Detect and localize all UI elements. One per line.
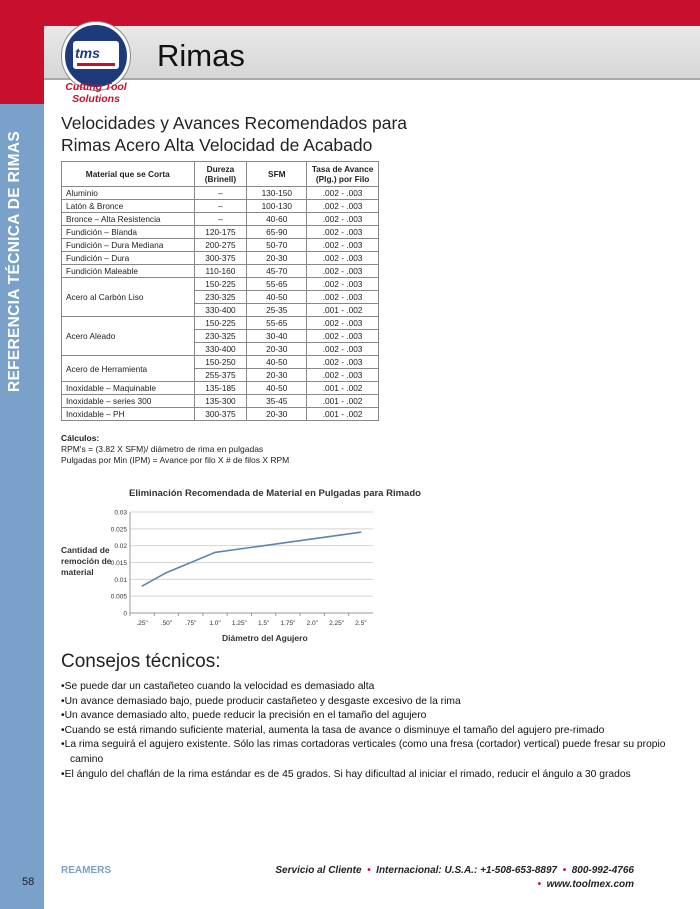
x-tick-label: 2.5" xyxy=(355,620,367,627)
cell: 40-50 xyxy=(247,382,307,395)
tagline-line2: Solutions xyxy=(72,93,120,105)
cell: 230-325 xyxy=(194,291,247,304)
x-tick-label: 2.25" xyxy=(329,620,345,627)
y-tick-label: 0.015 xyxy=(110,560,127,567)
data-point xyxy=(190,562,191,563)
cell: 20-30 xyxy=(247,369,307,382)
cell: 130-150 xyxy=(247,187,307,200)
cell: 55-65 xyxy=(247,317,307,330)
footer-service: Servicio al Cliente xyxy=(275,865,362,876)
table-row xyxy=(62,213,379,226)
cell: .002 - .003 xyxy=(307,369,379,382)
cell: 65-90 xyxy=(247,226,307,239)
brand-tagline xyxy=(60,81,132,105)
cell: 120-175 xyxy=(194,226,247,239)
tip-item: • Cuando se está rimando suficiente material, aumenta la tasa de avance o disminuye el tamaño del agujero pre-rimado xyxy=(61,724,681,739)
cell: 40-50 xyxy=(247,291,307,304)
table-row xyxy=(62,408,379,421)
table-row xyxy=(62,265,379,278)
table-row xyxy=(62,317,379,330)
cell: .001 - .002 xyxy=(307,304,379,317)
data-point xyxy=(214,552,215,553)
speeds-feeds-table xyxy=(61,161,379,421)
cell: 20-30 xyxy=(247,408,307,421)
page-title: Rimas xyxy=(157,38,245,73)
chart-ylabel: Cantidad de remoción de material xyxy=(61,545,112,577)
tip-item: • El ángulo del chaflán de la rima estándar es de 45 grados. Si hay dificultad al iniciar el rimado, reducir el ángulo a 30 grados xyxy=(61,768,681,783)
cell: .002 - .003 xyxy=(307,239,379,252)
table-header-row xyxy=(62,162,379,187)
cell: 55-65 xyxy=(247,278,307,291)
x-tick-label: 1.0" xyxy=(209,620,221,627)
footer-website[interactable]: www.toolmex.com xyxy=(546,879,634,890)
table-row xyxy=(62,382,379,395)
section-title xyxy=(61,112,407,156)
side-title: REFERENCIA TÉCNICA DE RIMAS xyxy=(6,131,23,392)
cell: 135-300 xyxy=(194,395,247,408)
table-row xyxy=(62,395,379,408)
cell: Acero de Herramienta xyxy=(62,356,195,382)
cell: 110-160 xyxy=(194,265,247,278)
calculations xyxy=(61,433,289,466)
x-tick-label: 1.75" xyxy=(280,620,296,627)
logo-text: tms xyxy=(75,45,100,61)
cell: 255-375 xyxy=(194,369,247,382)
cell: 40-50 xyxy=(247,356,307,369)
calc-title: Cálculos: xyxy=(61,433,100,443)
x-tick-label: 2.0" xyxy=(306,620,318,627)
data-point xyxy=(263,545,264,546)
cell: Inoxidable – PH xyxy=(62,408,195,421)
tip-item: • Un avance demasiado bajo, puede producir castañeteo y desgaste excesivo de la rima xyxy=(61,695,681,710)
cell: .002 - .003 xyxy=(307,187,379,200)
cell: .001 - .002 xyxy=(307,408,379,421)
table-row xyxy=(62,187,379,200)
data-point xyxy=(287,542,288,543)
cell: 50-70 xyxy=(247,239,307,252)
cell: .002 - .003 xyxy=(307,252,379,265)
header-divider xyxy=(44,78,700,80)
cell: Latón & Bronce xyxy=(62,200,195,213)
cell: 25-35 xyxy=(247,304,307,317)
calc-line2: Pulgadas por Min (IPM) = Avance por filo X # de filos X RPM xyxy=(61,455,290,465)
cell: .002 - .003 xyxy=(307,330,379,343)
table-row xyxy=(62,356,379,369)
cell: 40-60 xyxy=(247,213,307,226)
cell: 20-30 xyxy=(247,252,307,265)
y-tick-label: 0.005 xyxy=(110,593,127,601)
cell: Acero Aleado xyxy=(62,317,195,356)
cell: 45-70 xyxy=(247,265,307,278)
chart-xlabel: Diámetro del Agujero xyxy=(222,633,308,643)
page-number: 58 xyxy=(22,876,35,888)
bullet-icon: • xyxy=(559,865,569,876)
y-tick-label: 0.025 xyxy=(110,526,127,534)
x-tick-label: .50" xyxy=(160,620,173,627)
header-tasa: Tasa de Avance (Plg.) por Filo xyxy=(307,162,379,187)
cell: 330-400 xyxy=(194,343,247,356)
tips-list xyxy=(61,680,681,782)
cell: .002 - .003 xyxy=(307,356,379,369)
section-title-line2: Rimas Acero Alta Velocidad de Acabado xyxy=(61,135,373,155)
data-point xyxy=(360,532,361,533)
tips-title: Consejos técnicos: xyxy=(61,651,221,672)
table-row xyxy=(62,200,379,213)
cell: 300-375 xyxy=(194,252,247,265)
x-tick-label: .75" xyxy=(185,620,197,627)
table-row xyxy=(62,239,379,252)
chart-title: Eliminación Recomendada de Material en Pulgadas para Rimado xyxy=(129,488,421,499)
y-tick-label: 0.03 xyxy=(114,509,127,517)
footer-contact xyxy=(275,864,634,892)
cell: 35-45 xyxy=(247,395,307,408)
y-tick-label: 0 xyxy=(123,610,127,618)
cell: .002 - .003 xyxy=(307,343,379,356)
series-line xyxy=(142,532,361,586)
cell: – xyxy=(194,200,247,213)
cell: 100-130 xyxy=(247,200,307,213)
data-point xyxy=(336,535,337,536)
header-sfm: SFM xyxy=(247,162,307,187)
data-point xyxy=(312,538,313,539)
data-point xyxy=(166,572,167,573)
cell: Acero al Carbón Liso xyxy=(62,278,195,317)
cell: 20-30 xyxy=(247,343,307,356)
footer-international: Internacional: U.S.A.: +1-508-653-8897 xyxy=(376,865,558,876)
cell: – xyxy=(194,187,247,200)
cell: 330-400 xyxy=(194,304,247,317)
cell: .002 - .003 xyxy=(307,226,379,239)
cell: Fundición Maleable xyxy=(62,265,195,278)
y-tick-label: 0.01 xyxy=(114,576,127,584)
cell: .002 - .003 xyxy=(307,291,379,304)
cell: Fundición – Dura Mediana xyxy=(62,239,195,252)
bullet-icon: • xyxy=(537,879,544,890)
footer-phone: 800-992-4766 xyxy=(571,865,634,876)
cell: Bronce – Alta Resistencia xyxy=(62,213,195,226)
cell: .002 - .003 xyxy=(307,213,379,226)
data-point xyxy=(239,548,240,549)
table-row xyxy=(62,252,379,265)
tip-item: • Se puede dar un castañeteo cuando la velocidad es demasiado alta xyxy=(61,680,681,695)
cell: .002 - .003 xyxy=(307,317,379,330)
tip-item: • La rima seguirá el agujero existente. Sólo las rimas cortadoras verticales (como una fresa (cortador) vertical) puede fresar su propio camino xyxy=(61,738,681,767)
side-bar-top xyxy=(0,0,44,104)
x-tick-label: .25" xyxy=(136,620,148,627)
header-dureza: Dureza (Brinell) xyxy=(194,162,247,187)
cell: 150-250 xyxy=(194,356,247,369)
section-title-line1: Velocidades y Avances Recomendados para xyxy=(61,113,408,133)
cell: .002 - .003 xyxy=(307,265,379,278)
header-material: Material que se Corta xyxy=(62,162,195,187)
header-band-gray xyxy=(44,26,700,78)
cell: Inoxidable – series 300 xyxy=(62,395,195,408)
brand-logo xyxy=(62,22,130,90)
cell: 135-185 xyxy=(194,382,247,395)
y-tick-label: 0.02 xyxy=(114,543,127,551)
cell: 200-275 xyxy=(194,239,247,252)
cell: .001 - .002 xyxy=(307,395,379,408)
cell: Fundición – Dura xyxy=(62,252,195,265)
footer-category: REAMERS xyxy=(61,865,112,876)
cell: .002 - .003 xyxy=(307,200,379,213)
cell: 300-375 xyxy=(194,408,247,421)
x-tick-label: 1.25" xyxy=(231,620,247,627)
data-point xyxy=(142,585,143,586)
cell: .001 - .002 xyxy=(307,382,379,395)
cell: 150-225 xyxy=(194,317,247,330)
cell: Inoxidable – Maquinable xyxy=(62,382,195,395)
table-row xyxy=(62,226,379,239)
calc-line1: RPM's = (3.82 X SFM)/ diámetro de rima en pulgadas xyxy=(61,444,264,454)
logo-swoosh xyxy=(77,63,115,66)
table-row xyxy=(62,278,379,291)
cell: 150-225 xyxy=(194,278,247,291)
cell: 30-40 xyxy=(247,330,307,343)
cell: 230-325 xyxy=(194,330,247,343)
cell: – xyxy=(194,213,247,226)
cell: Aluminio xyxy=(62,187,195,200)
tip-item: • Un avance demasiado alto, puede reducir la precisión en el tamaño del agujero xyxy=(61,709,681,724)
removal-chart xyxy=(110,505,378,633)
x-tick-label: 1.5" xyxy=(257,620,270,627)
bullet-icon: • xyxy=(364,865,374,876)
cell: .002 - .003 xyxy=(307,278,379,291)
tagline-line1: Cutting Tool xyxy=(65,81,127,93)
cell: Fundición – Blanda xyxy=(62,226,195,239)
